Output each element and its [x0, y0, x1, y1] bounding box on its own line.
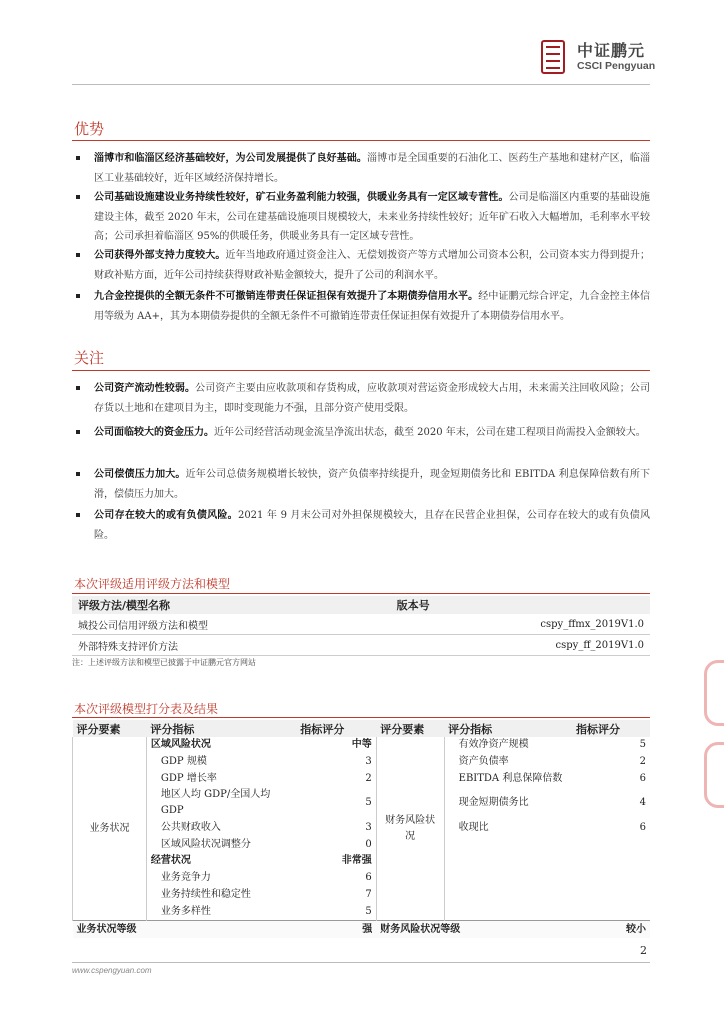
- score-value: 2: [365, 772, 372, 784]
- logo-seal-icon: [541, 40, 565, 74]
- company-logo: [541, 40, 655, 74]
- logo-en-text: CSCI Pengyuan: [577, 59, 656, 72]
- score-value: 4: [639, 797, 646, 809]
- score-label: 区域风险状况: [150, 739, 211, 751]
- left-group-label: 业务状况: [73, 737, 147, 921]
- score-label: EBITDA 利息保障倍数: [458, 772, 563, 784]
- methods-note: 注：上述评级方法和模型已披露于中证鹏元官方网站: [72, 658, 256, 667]
- table-row: [73, 836, 651, 853]
- strength-item: 公司获得外部支持力度较大。近年当地政府通过资金注入、无偿划拨资产等方式增加公司资本公积，公司资本实力得到提升；财政补贴方面，近年公司持续获得财政补贴金额较大，提升了公司的利润水平。: [76, 246, 650, 285]
- score-value: 6: [639, 821, 646, 833]
- concern-item: 公司存在较大的或有负债风险。2021 年 9 月末公司对外担保规模较大，且存在民营企业担保，公司存在较大的或有负债风险。: [76, 506, 650, 545]
- score-label: 现金短期债务比: [458, 797, 529, 809]
- strength-item: 九合金控提供的全额无条件不可撤销连带责任保证担保有效提升了本期债券信用水平。经中证鹏元综合评定，九合金控主体信用等级为 AA+，其为本期债券提供的全额无条件不可撤销连带责任保证担保有效提升了本期债券信用水平。: [76, 287, 650, 326]
- bullet-square-icon: [76, 195, 80, 199]
- bullet-square-icon: [76, 156, 80, 160]
- method-name: 城投公司信用评级方法和模型: [72, 614, 391, 635]
- concern-item: 公司资产流动性较弱。公司资产主要由应收款项和存货构成，应收款项对营运资金形成较大占用，未来需关注回收风险；公司存货以土地和在建项目为主，即时变现能力不强，且部分资产使用受限。: [76, 379, 650, 418]
- strength-item: 公司基础设施建设业务持续性较好，矿石业务盈利能力较强，供暖业务具有一定区域专营性。公司是临淄区内重要的基础设施建设主体，截至 2020 年末，公司在建基础设施项目规模较大，未来业务持续性较好；近年矿石收入大幅增加，毛利率水平较高；公司承担着临淄区 95%的供暖任务，供暖业务具有一定区域专营性。: [76, 188, 650, 247]
- methods-col-version: 版本号: [391, 596, 650, 614]
- score-value: 5: [365, 797, 372, 809]
- score-label: 业务多样性: [160, 905, 211, 917]
- bullet-square-icon: [76, 253, 80, 257]
- score-label: 区域风险状况调整分: [160, 838, 251, 850]
- strengths-title-rule: [72, 140, 650, 141]
- score-label: 经营状况: [150, 855, 191, 867]
- score-value: 5: [639, 739, 646, 751]
- score-value: 6: [365, 872, 372, 884]
- stamp-seal-icon: [704, 660, 724, 726]
- table-row: [73, 771, 651, 788]
- score-value: 3: [365, 821, 372, 833]
- methods-caption: 本次评级适用评级方法和模型: [74, 577, 231, 591]
- table-row: [72, 614, 650, 635]
- table-row: [73, 853, 651, 870]
- business-grade-value: 强: [296, 921, 376, 938]
- score-label: 业务持续性和稳定性: [160, 888, 251, 900]
- bullet-square-icon: [76, 386, 80, 390]
- score-label: 地区人均 GDP/全国人均 GDP: [160, 789, 271, 817]
- score-value: 非常强: [341, 855, 372, 867]
- scores-header: 指标评分: [296, 720, 376, 737]
- score-value: 中等: [351, 739, 372, 751]
- financial-grade-label: 财务风险状况等级: [376, 921, 572, 938]
- scores-table: [72, 720, 650, 938]
- scores-header: 评分要素: [73, 720, 147, 737]
- scores-caption-rule: [72, 717, 650, 718]
- strengths-title: 优势: [74, 120, 105, 138]
- table-row: [73, 887, 651, 904]
- bullet-square-icon: [76, 472, 80, 476]
- business-grade-label: 业务状况等级: [73, 921, 297, 938]
- stamp-seal-icon: [704, 742, 724, 808]
- score-label: 公共财政收入: [160, 821, 221, 833]
- right-group-label: 财务风险状况: [376, 737, 444, 921]
- concern-item: 公司面临较大的资金压力。近年公司经营活动现金流呈净流出状态，截至 2020 年末，公司在建工程项目尚需投入金额较大。: [76, 423, 650, 443]
- table-row: [73, 754, 651, 771]
- score-label: 业务竞争力: [160, 872, 211, 884]
- page-number: 2: [640, 944, 647, 957]
- method-version: cspy_ffmx_2019V1.0: [391, 614, 650, 635]
- score-label: GDP 增长率: [160, 772, 217, 784]
- score-label: GDP 规模: [160, 756, 207, 768]
- table-row: [73, 737, 651, 754]
- score-value: 6: [639, 772, 646, 784]
- methods-caption-rule: [72, 593, 650, 594]
- financial-grade-value: 较小: [572, 921, 650, 938]
- table-row: [73, 903, 651, 920]
- score-value: 2: [639, 756, 646, 768]
- concern-item: 公司偿债压力加大。近年公司总债务规模增长较快，资产负债率持续提升，现金短期债务比和 EBITDA 利息保障倍数有所下滑，偿债压力加大。: [76, 465, 650, 504]
- score-value: 5: [365, 905, 372, 917]
- score-value: 3: [365, 756, 372, 768]
- scores-header: 评分要素: [376, 720, 444, 737]
- scores-header: 评分指标: [146, 720, 296, 737]
- bullet-square-icon: [76, 430, 80, 434]
- score-label: 资产负债率: [458, 756, 509, 768]
- method-name: 外部特殊支持评价方法: [72, 635, 391, 656]
- concerns-title-rule: [72, 370, 650, 371]
- strength-item: 淄博市和临淄区经济基础较好，为公司发展提供了良好基础。淄博市是全国重要的石油化工、医药生产基地和建材产区，临淄区工业基础较好，近年区域经济保持增长。: [76, 149, 650, 188]
- footer-divider: [72, 962, 650, 963]
- concerns-title: 关注: [74, 349, 105, 367]
- logo-cn-text: 中证鹏元: [577, 40, 646, 60]
- table-row: [72, 635, 650, 656]
- table-row: [73, 921, 651, 938]
- scores-header: 评分指标: [444, 720, 572, 737]
- scores-caption: 本次评级模型打分表及结果: [74, 702, 219, 716]
- bullet-square-icon: [76, 294, 80, 298]
- score-label: 收现比: [458, 821, 489, 833]
- table-row: [73, 787, 651, 819]
- header-divider: [72, 84, 650, 85]
- score-label: 有效净资产规模: [458, 739, 529, 751]
- method-version: cspy_ff_2019V1.0: [391, 635, 650, 656]
- scores-header: 指标评分: [572, 720, 650, 737]
- methods-table: [72, 596, 650, 656]
- bullet-square-icon: [76, 513, 80, 517]
- table-row: [73, 819, 651, 836]
- footer-url: www.cspengyuan.com: [72, 966, 152, 975]
- methods-col-name: 评级方法/模型名称: [72, 596, 391, 614]
- table-row: [73, 870, 651, 887]
- score-value: 7: [365, 888, 372, 900]
- score-value: 0: [365, 838, 372, 850]
